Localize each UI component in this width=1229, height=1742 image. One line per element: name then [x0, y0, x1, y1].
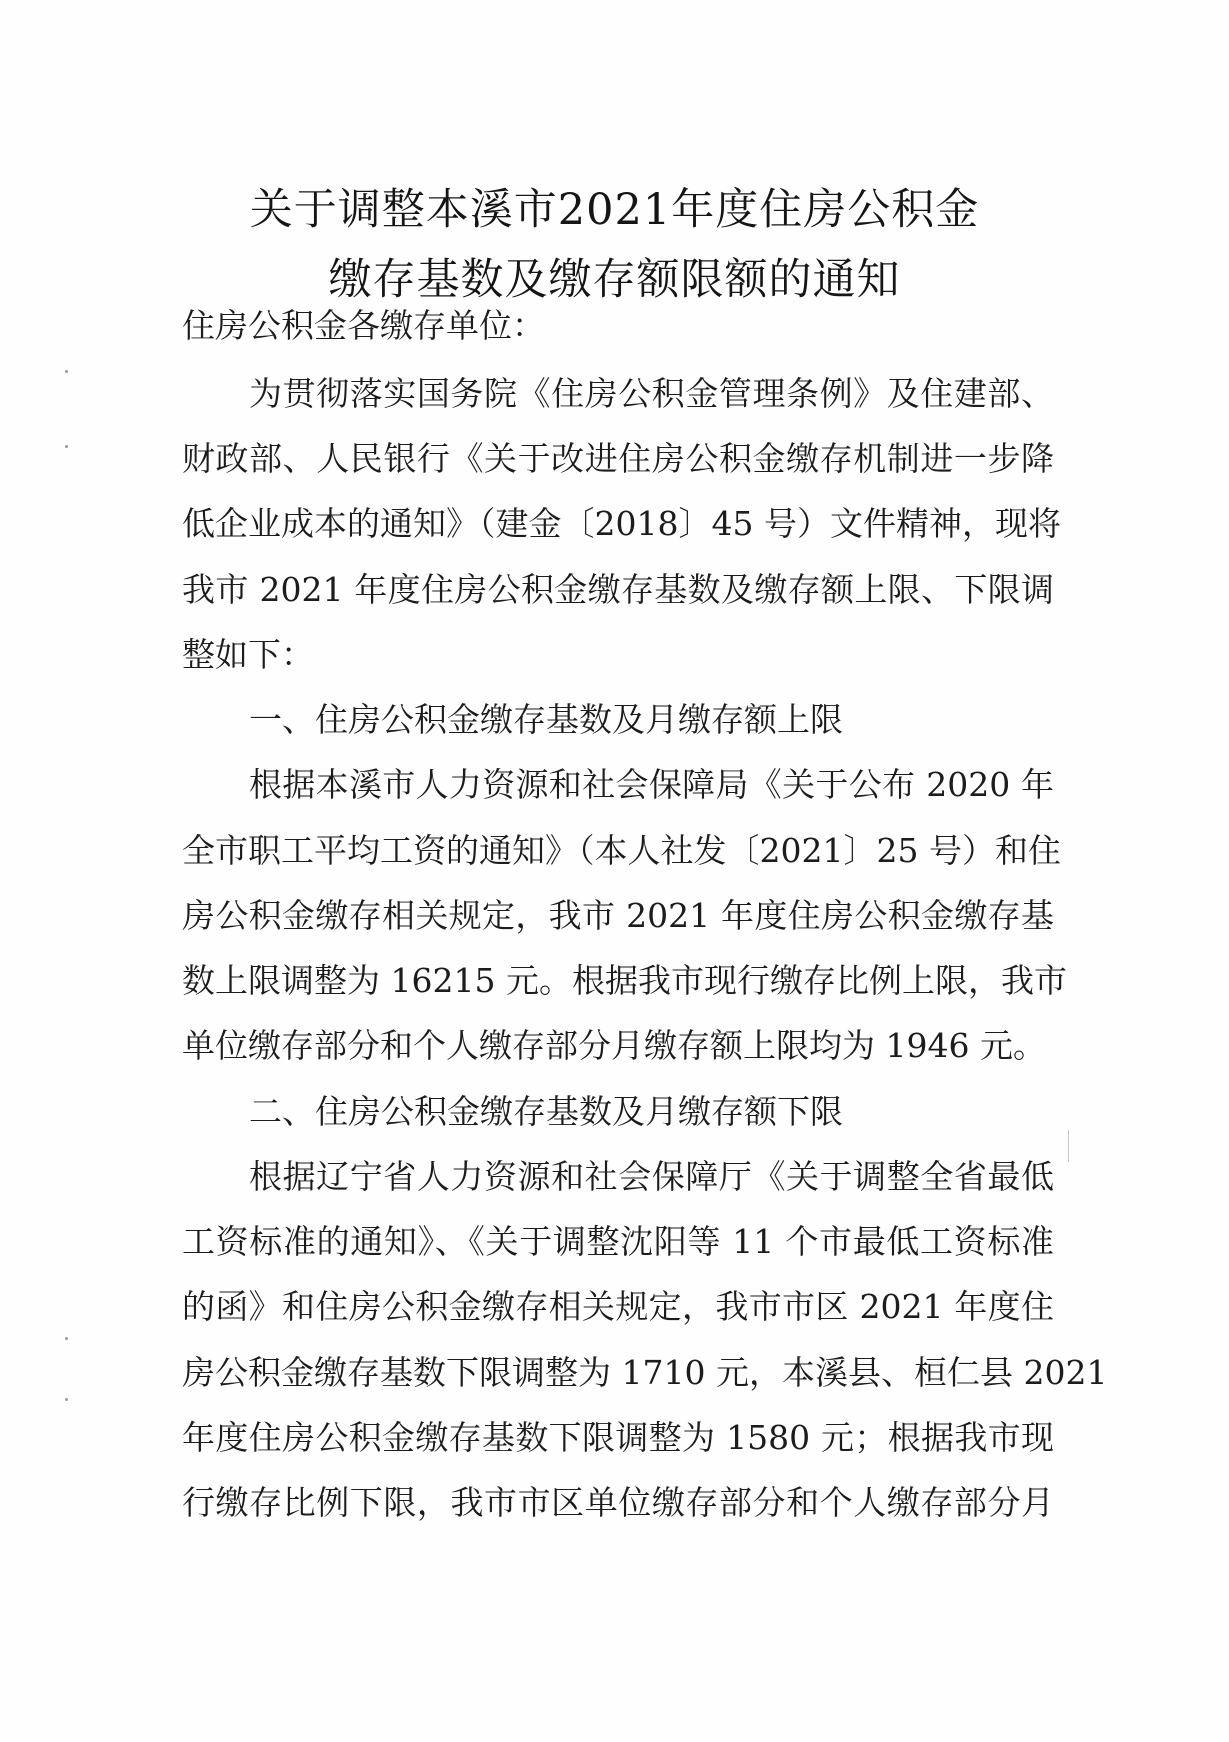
scan-speck	[65, 445, 68, 448]
body-line-2: 财政部、人民银行《关于改进住房公积金缴存机制进一步降	[182, 439, 1054, 478]
body-line-8: 全市职工平均工资的通知》（本人社发〔2021〕25 号）和住	[182, 831, 1061, 870]
body-line-11: 单位缴存部分和个人缴存部分月缴存额上限均为 1946 元。	[182, 1026, 1046, 1065]
body-line-3: 低企业成本的通知》（建金〔2018〕45 号）文件精神，现将	[182, 504, 1061, 543]
body-line-10: 数上限调整为 16215 元。根据我市现行缴存比例上限，我市	[182, 961, 1067, 1000]
section-heading-1: 一、住房公积金缴存基数及月缴存额上限	[249, 700, 843, 739]
body-line-9: 房公积金缴存相关规定，我市 2021 年度住房公积金缴存基	[182, 896, 1054, 935]
scan-speck	[65, 370, 68, 373]
body-line-13: 根据辽宁省人力资源和社会保障厅《关于调整全省最低	[249, 1157, 1054, 1196]
body-line-16: 房公积金缴存基数下限调整为 1710 元，本溪县、桓仁县 2021	[182, 1353, 1108, 1392]
body-line-15: 的函》和住房公积金缴存相关规定，我市市区 2021 年度住	[182, 1287, 1054, 1326]
body-line-18: 行缴存比例下限，我市市区单位缴存部分和个人缴存部分月	[182, 1483, 1054, 1522]
document-title-line-2: 缴存基数及缴存额限额的通知	[328, 255, 901, 305]
scan-speck	[65, 1398, 68, 1401]
scan-line	[1068, 1130, 1069, 1162]
body-line-7: 根据本溪市人力资源和社会保障局《关于公布 2020 年	[249, 765, 1054, 804]
body-line-4: 我市 2021 年度住房公积金缴存基数及缴存额上限、下限调	[182, 570, 1054, 609]
document-title-line-1: 关于调整本溪市2021年度住房公积金	[249, 185, 980, 235]
scan-speck	[65, 1337, 68, 1340]
body-line-5: 整如下：	[182, 635, 314, 674]
salutation: 住房公积金各缴存单位：	[182, 306, 545, 345]
section-heading-2: 二、住房公积金缴存基数及月缴存额下限	[249, 1092, 843, 1131]
body-line-17: 年度住房公积金缴存基数下限调整为 1580 元；根据我市现	[182, 1418, 1054, 1457]
body-line-14: 工资标准的通知》、《关于调整沈阳等 11 个市最低工资标准	[182, 1222, 1054, 1261]
body-line-1: 为贯彻落实国务院《住房公积金管理条例》及住建部、	[249, 374, 1054, 413]
